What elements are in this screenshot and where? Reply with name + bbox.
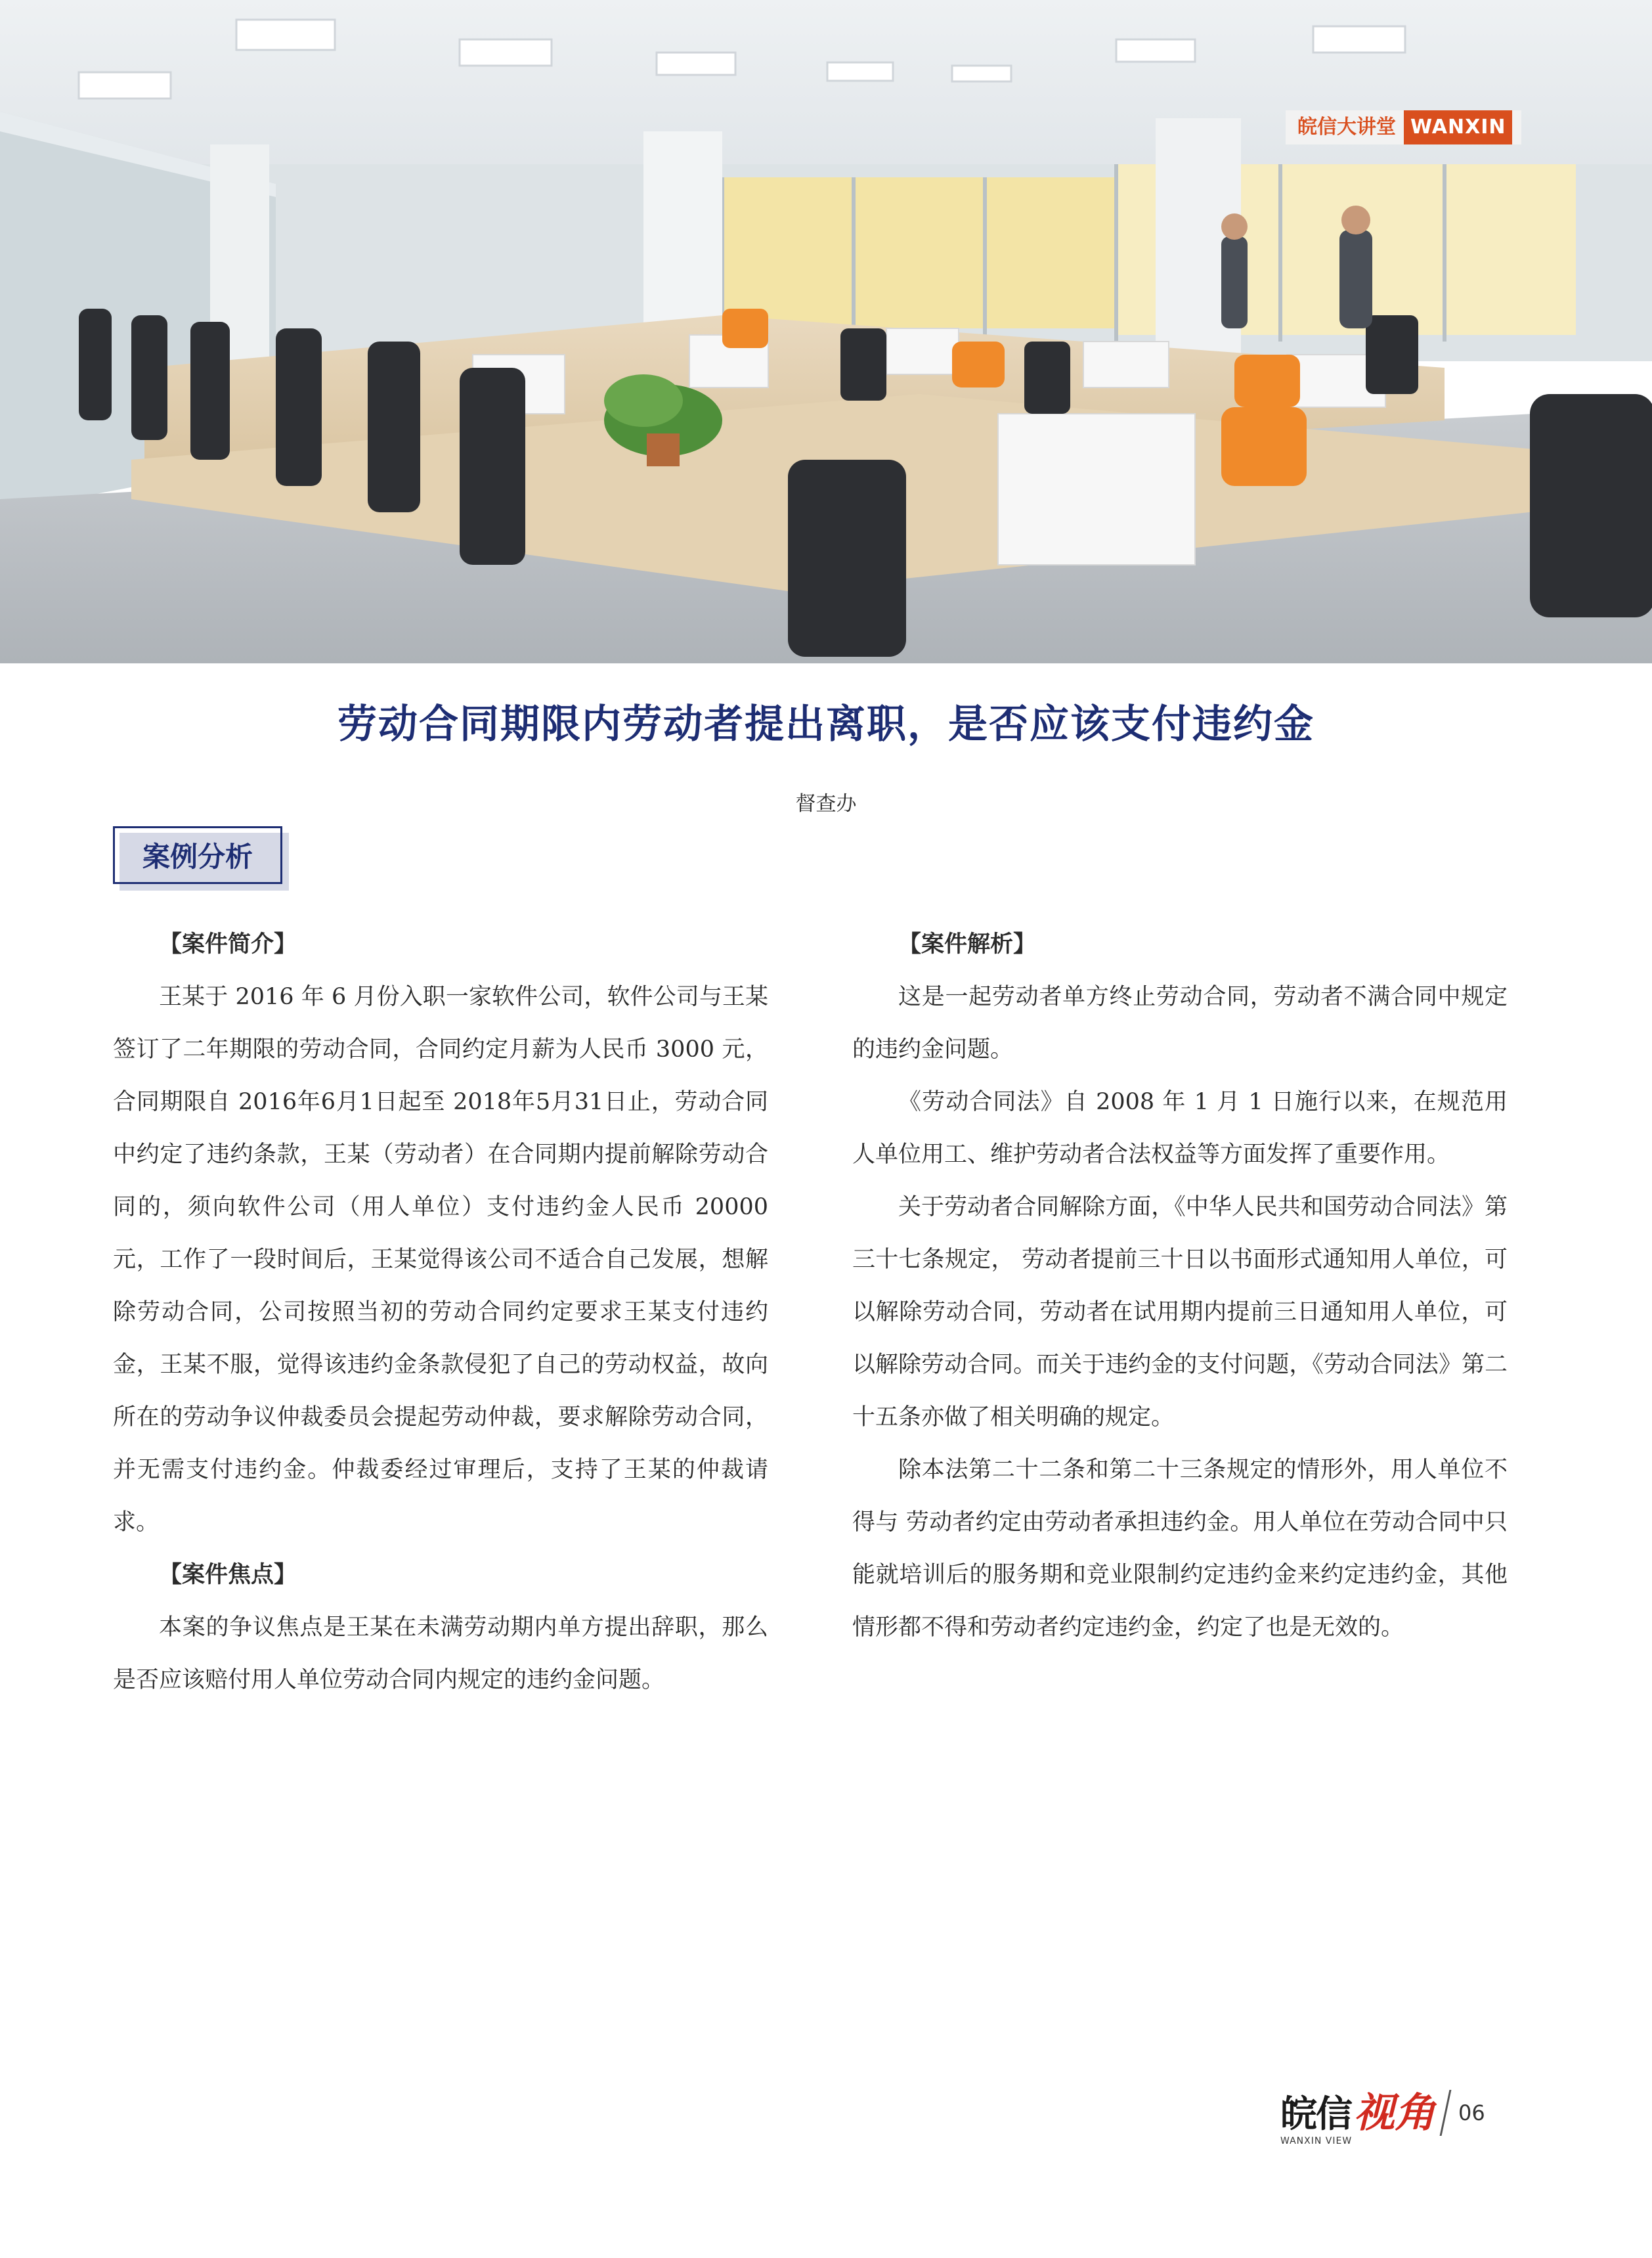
analysis-paragraph-3: 关于劳动者合同解除方面，《中华人民共和国劳动合同法》第三十七条规定， 劳动者提前三十日以书面形式通知用人单位，可以解除劳动合同，劳动者在试用期内提前三日通知用人单位，可以解除劳动合同。而关于违约金的支付问题，《劳动合同法》第二十五条亦做了相关明确的规定。 <box>852 1194 1508 1430</box>
page-footer <box>1280 2083 1485 2146</box>
badge-en-label: WANXIN <box>1404 110 1512 144</box>
footer-divider <box>1440 2090 1452 2136</box>
analysis-paragraph-1: 这是一起劳动者单方终止劳动合同，劳动者不满合同中规定的违约金问题。 <box>852 984 1508 1063</box>
logo-en-text: WANXIN VIEW <box>1280 2135 1353 2146</box>
focus-paragraph: 本案的争议焦点是王某在未满劳动期内单方提出辞职，那么是否应该赔付用人单位劳动合同内规定的违约金问题。 <box>113 1614 768 1693</box>
hero-badge <box>1286 110 1521 144</box>
article-title: 劳动合同期限内劳动者提出离职，是否应该支付违约金 <box>337 701 1315 747</box>
hero-photo <box>0 0 1652 663</box>
byline: 督查办 <box>795 792 857 816</box>
analysis-paragraph-2: 《劳动合同法》自 2008 年 1 月 1 日施行以来，在规范用人单位用工、维护劳动者合法权益等方面发挥了重要作用。 <box>852 1089 1508 1168</box>
magazine-logo <box>1280 2080 1435 2146</box>
intro-paragraph: 王某于 2016 年 6 月份入职一家软件公司，软件公司与王某签订了二年期限的劳动合同，合同约定月薪为人民币 3000 元，合同期限自 2016年6月1日起至 2018年5月31日止，劳动合同中约定了违约条款，王某（劳动者）在合同期内提前解除劳动合同的，须向软件公司（用人单位）支付违约金人民币 20000 元，工作了一段时间后，王某觉得该公司不适合自己发展，想解除劳动合同，公司按照当初的劳动合同约定要求王某支付违约金，王某不服，觉得该违约金条款侵犯了自己的劳动权益，故向所在的劳动争议仲裁委员会提起劳动仲裁，要求解除劳动合同，并无需支付违约金。仲裁委经过审理后，支持了王某的仲裁请求。 <box>113 984 768 1536</box>
analysis-paragraph-4: 除本法第二十二条和第二十三条规定的情形外，用人单位不得与 劳动者约定由劳动者承担违约金。用人单位在劳动合同中只能就培训后的服务期和竞业限制约定违约金来约定违约金，其他情形都不得和劳动者约定违约金，约定了也是无效的。 <box>852 1457 1508 1641</box>
badge-cn-label: 皖信大讲堂 <box>1297 116 1396 139</box>
heading-case-focus: 【案件焦点】 <box>159 1562 297 1588</box>
logo-cn-text: 皖信 <box>1280 2092 1351 2136</box>
office-photo-icon <box>0 0 1652 663</box>
section-tag: 案例分析 <box>113 826 282 884</box>
right-column <box>852 918 1508 1654</box>
left-column <box>113 918 768 1706</box>
heading-case-analysis: 【案件解析】 <box>898 931 1037 958</box>
logo-red-text: 视角 <box>1354 2088 1436 2136</box>
heading-case-intro: 【案件简介】 <box>159 931 297 958</box>
page-number: 06 <box>1458 2100 1485 2125</box>
